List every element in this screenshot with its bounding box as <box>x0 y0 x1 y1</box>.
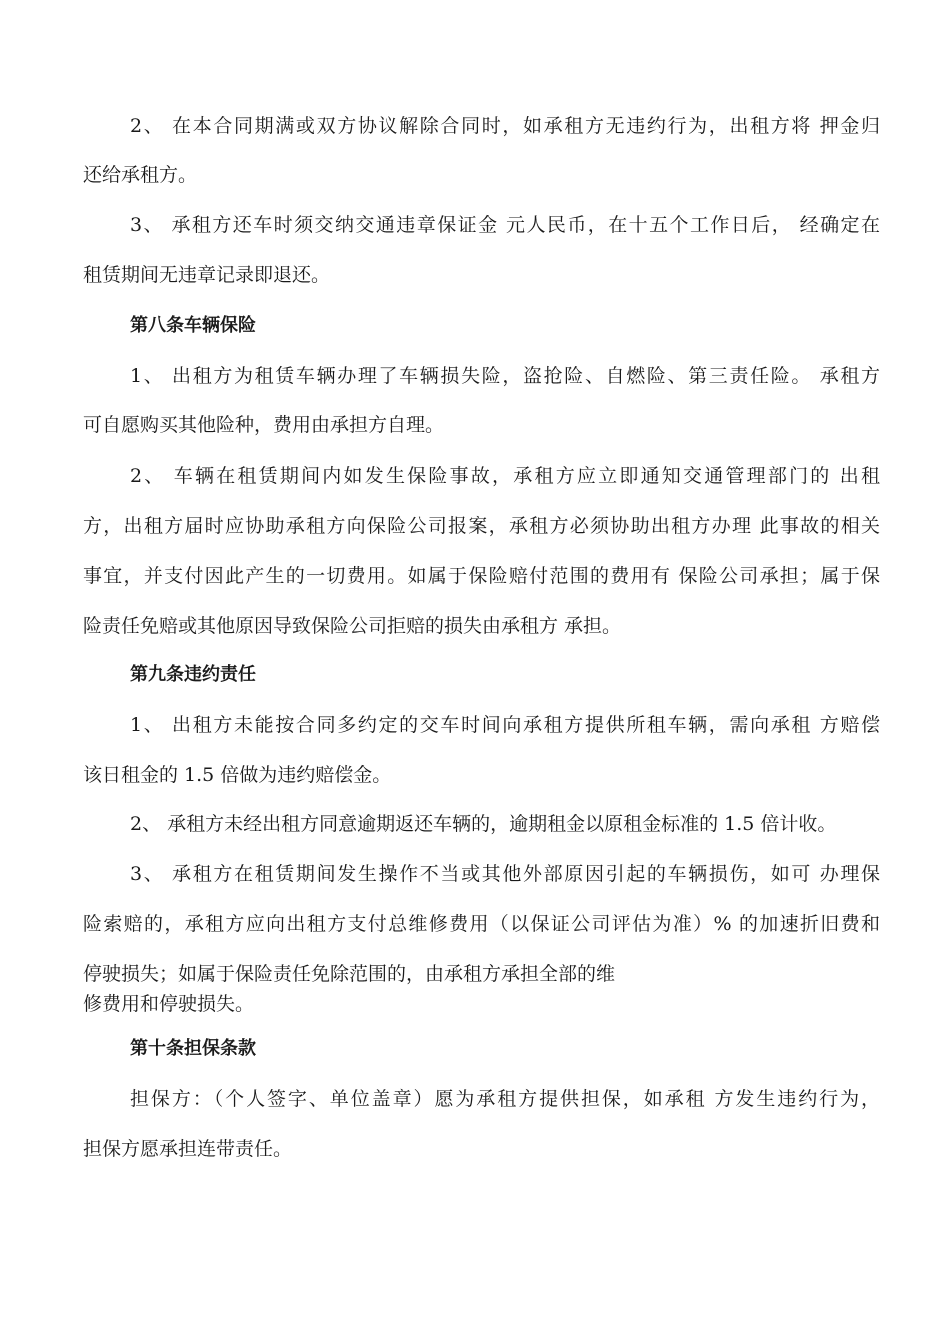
section-heading-article-8: 第八条车辆保险 <box>130 315 256 336</box>
paragraph-line: 可自愿购买其他险种，费用由承担方自理。 <box>83 414 445 436</box>
paragraph-line: 停驶损失；如属于保险责任免除范围的，由承租方承担全部的维 <box>83 963 616 985</box>
paragraph-line: 担保方愿承担连带责任。 <box>83 1138 293 1160</box>
paragraph-line: 2、 承租方未经出租方同意逾期返还车辆的，逾期租金以原租金标准的 1.5 倍计收。 <box>130 813 837 835</box>
paragraph-line: 该日租金的 1.5 倍做为违约赔偿金。 <box>83 764 392 786</box>
paragraph-line: 1、 出租方未能按合同多约定的交车时间向承租方提供所租车辆，需向承租 方赔偿 <box>130 714 880 736</box>
paragraph-line: 还给承租方。 <box>83 164 198 186</box>
paragraph-line: 险责任免赔或其他原因导致保险公司拒赔的损失由承租方 承担。 <box>83 615 622 637</box>
paragraph-line: 租赁期间无违章记录即退还。 <box>83 264 331 286</box>
section-heading-article-10: 第十条担保条款 <box>130 1038 256 1059</box>
paragraph-line: 3、 承租方在租赁期间发生操作不当或其他外部原因引起的车辆损伤，如可 办理保 <box>130 863 880 885</box>
paragraph-line: 2、 在本合同期满或双方协议解除合同时，如承租方无违约行为，出租方将 押金归 <box>130 115 880 137</box>
paragraph-line: 3、 承租方还车时须交纳交通违章保证金 元人民币，在十五个工作日后， 经确定在 <box>130 214 880 236</box>
paragraph-line: 险索赔的，承租方应向出租方支付总维修费用（以保证公司评估为准）% 的加速折旧费和 <box>83 913 880 935</box>
paragraph-line: 1、 出租方为租赁车辆办理了车辆损失险，盗抢险、自燃险、第三责任险。 承租方 <box>130 365 880 387</box>
paragraph-line: 方，出租方届时应协助承租方向保险公司报案，承租方必须协助出租方办理 此事故的相关 <box>83 515 880 537</box>
section-heading-article-9: 第九条违约责任 <box>130 664 256 685</box>
paragraph-line: 事宜，并支付因此产生的一切费用。如属于保险赔付范围的费用有 保险公司承担；属于保 <box>83 565 880 587</box>
paragraph-line: 2、 车辆在租赁期间内如发生保险事故，承租方应立即通知交通管理部门的 出租 <box>130 465 880 487</box>
paragraph-line: 担保方：（个人签字、单位盖章）愿为承租方提供担保，如承租 方发生违约行为， <box>130 1088 880 1110</box>
paragraph-line: 修费用和停驶损失。 <box>83 993 255 1015</box>
